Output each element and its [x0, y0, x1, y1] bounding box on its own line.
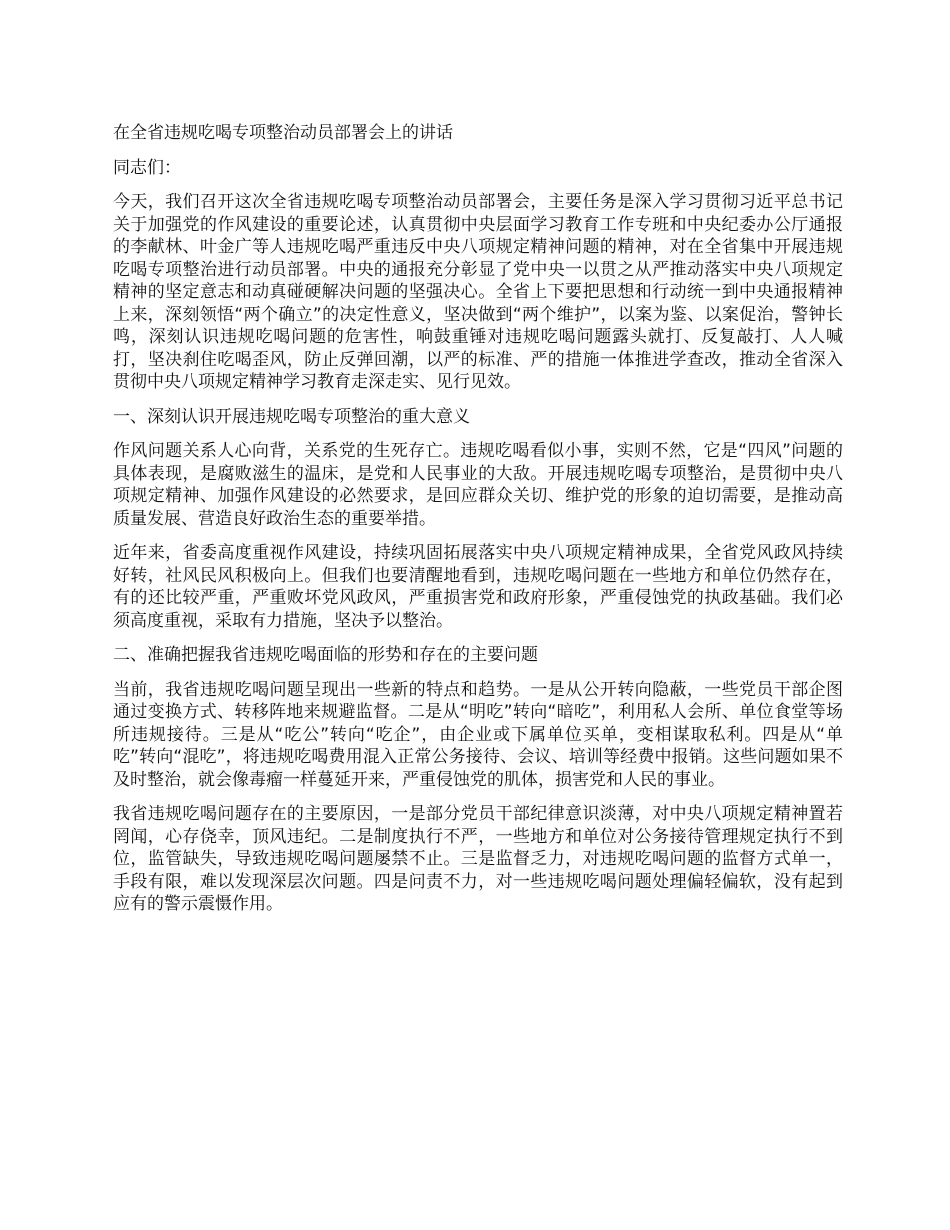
paragraph: 我省违规吃喝问题存在的主要原因，一是部分党员干部纪律意识淡薄，对中央八项规定精神置若罔闻，心存侥幸，顶风违纪。二是制度执行不严，一些地方和单位对公务接待管理规定执行不到位，监管缺失，导致违规吃喝问题屡禁不止。三是监督乏力，对违规吃喝问题的监督方式单一，手段有限，难以发现深层次问题。四是问责不力，对一些违规吃喝问题处理偏轻偏软，没有起到应有的警示震慑作用。 [113, 804, 843, 914]
intro-paragraph: 今天，我们召开这次全省违规吃喝专项整治动员部署会，主要任务是深入学习贯彻习近平总书记关于加强党的作风建设的重要论述，认真贯彻中央层面学习教育工作专班和中央纪委办公厅通报的李献林、叶金广等人违规吃喝严重违反中央八项规定精神问题的精神，对在全省集中开展违规吃喝专项整治进行动员部署。中央的通报充分彰显了党中央一以贯之从严推动落实中央八项规定精神的坚定意志和动真碰硬解决问题的坚强决心。全省上下要把思想和行动统一到中央通报精神上来，深刻领悟“两个确立”的决定性意义，坚决做到“两个维护”，以案为鉴、以案促治，警钟长鸣，深刻认识违规吃喝问题的危害性，响鼓重锤对违规吃喝问题露头就打、反复敲打、人人喊打，坚决刹住吃喝歪风，防止反弹回潮，以严的标准、严的措施一体推进学查改，推动全省深入贯彻中央八项规定精神学习教育走深走实、见行见效。 [113, 192, 843, 392]
document-title: 在全省违规吃喝专项整治动员部署会上的讲话 [113, 123, 453, 143]
paragraph: 作风问题关系人心向背，关系党的生死存亡。违规吃喝看似小事，实则不然，它是“四风”问题的具体表现，是腐败滋生的温床，是党和人民事业的大敌。开展违规吃喝专项整治，是贯彻中央八项规定精神、加强作风建设的必然要求，是回应群众关切、维护党的形象的迫切需要，是推动高质量发展、营造良好政治生态的重要举措。 [113, 441, 843, 529]
paragraph: 当前，我省违规吃喝问题呈现出一些新的特点和趋势。一是从公开转向隐蔽，一些党员干部企图通过变换方式、转移阵地来规避监督。二是从“明吃”转向“暗吃”，利用私人会所、单位食堂等场所违规接待。三是从“吃公”转向“吃企”，由企业或下属单位买单，变相谋取私利。四是从“单吃”转向“混吃”，将违规吃喝费用混入正常公务接待、会议、培训等经费中报销。这些问题如果不及时整治，就会像毒瘤一样蔓延开来，严重侵蚀党的肌体，损害党和人民的事业。 [113, 679, 843, 790]
document-body [113, 122, 843, 928]
greeting: 同志们： [113, 157, 181, 178]
section-heading-1: 一、深刻认识开展违规吃喝专项整治的重大意义 [113, 406, 470, 427]
section-heading-2: 二、准确把握我省违规吃喝面临的形势和存在的主要问题 [113, 645, 538, 665]
paragraph: 近年来，省委高度重视作风建设，持续巩固拓展落实中央八项规定精神成果，全省党风政风持续好转，社风民风积极向上。但我们也要清醒地看到，违规吃喝问题在一些地方和单位仍然存在，有的还比较严重，严重败坏党风政风，严重损害党和政府形象，严重侵蚀党的执政基础。我们必须高度重视，采取有力措施，坚决予以整治。 [113, 543, 843, 631]
